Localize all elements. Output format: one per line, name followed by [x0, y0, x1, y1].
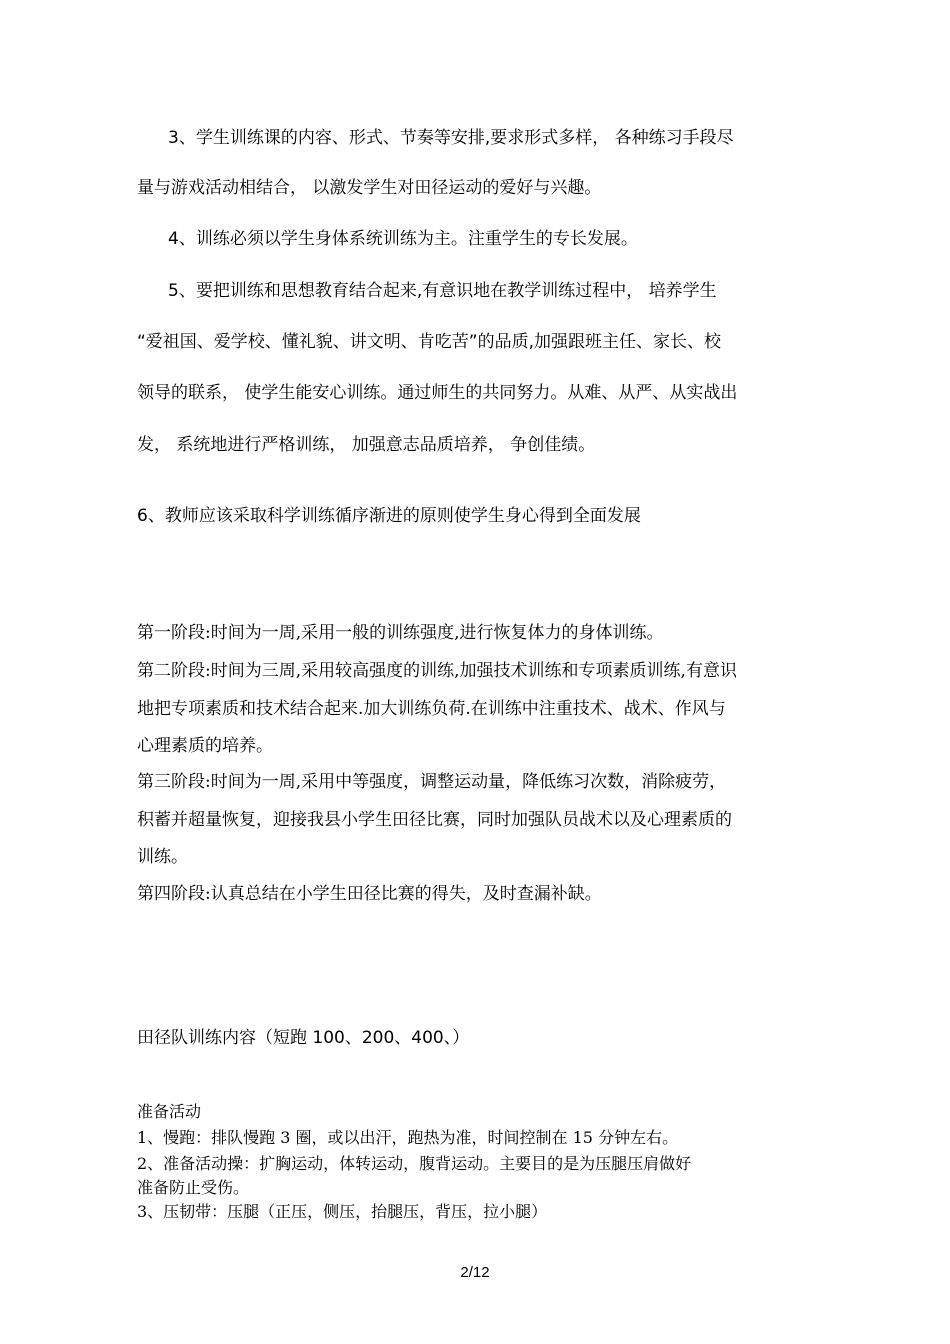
warmup-item-2-line-1: 2、准备活动操：扩胸运动，体转运动，腹背运动。主要目的是为压腿压肩做好 — [137, 1154, 692, 1173]
item-3-line-1: 3、学生训练课的内容、形式、节奏等安排,要求形式多样， 各种练习手段尽 — [168, 128, 734, 148]
stage-3-line-2: 积蓄并超量恢复，迎接我县小学生田径比赛，同时加强队员战术以及心理素质的 — [137, 810, 732, 830]
stage-2-line-1: 第二阶段:时间为三周,采用较高强度的训练,加强技术训练和专项素质训练,有意识 — [137, 661, 737, 681]
warmup-item-1: 1、慢跑：排队慢跑 3 圈，或以出汗，跑热为准，时间控制在 15 分钟左右。 — [137, 1128, 679, 1147]
stage-3-line-3: 训练。 — [137, 847, 188, 867]
stage-3-line-1: 第三阶段:时间为一周,采用中等强度，调整运动量，降低练习次数，消除疲劳， — [137, 772, 727, 792]
item-5-line-2: “爱祖国、爱学校、懂礼貌、讲文明、肯吃苦”的品质,加强跟班主任、家长、校 — [137, 332, 722, 352]
warmup-item-2-line-2: 准备防止受伤。 — [137, 1178, 250, 1197]
stage-1: 第一阶段:时间为一周,采用一般的训练强度,进行恢复体力的身体训练。 — [137, 623, 664, 643]
item-3-line-2: 量与游戏活动相结合， 以激发学生对田径运动的爱好与兴趣。 — [137, 178, 602, 198]
item-5-line-4: 发， 系统地进行严格训练， 加强意志品质培养， 争创佳绩。 — [137, 435, 596, 455]
item-5-line-1: 5、要把训练和思想教育结合起来,有意识地在教学训练过程中， 培养学生 — [168, 281, 717, 301]
warmup-item-3: 3、压韧带：压腿（正压，侧压，抬腿压，背压，拉小腿） — [137, 1202, 548, 1221]
page-number: 2/12 — [460, 1264, 490, 1281]
item-6: 6、教师应该采取科学训练循序渐进的原则使学生身心得到全面发展 — [137, 506, 641, 526]
item-5-line-3: 领导的联系， 使学生能安心训练。通过师生的共同努力。从难、从严、从实战出 — [137, 383, 738, 403]
warmup-title: 准备活动 — [137, 1102, 202, 1121]
stage-2-line-2: 地把专项素质和技术结合起来.加大训练负荷.在训练中注重技术、战术、作风与 — [137, 699, 726, 719]
training-content-heading: 田径队训练内容（短跑 100、200、400、） — [137, 1028, 470, 1048]
stage-2-line-3: 心理素质的培养。 — [137, 736, 273, 756]
stage-4: 第四阶段:认真总结在小学生田径比赛的得失，及时查漏补缺。 — [137, 884, 602, 904]
item-4: 4、训练必须以学生身体系统训练为主。注重学生的专长发展。 — [168, 229, 638, 249]
